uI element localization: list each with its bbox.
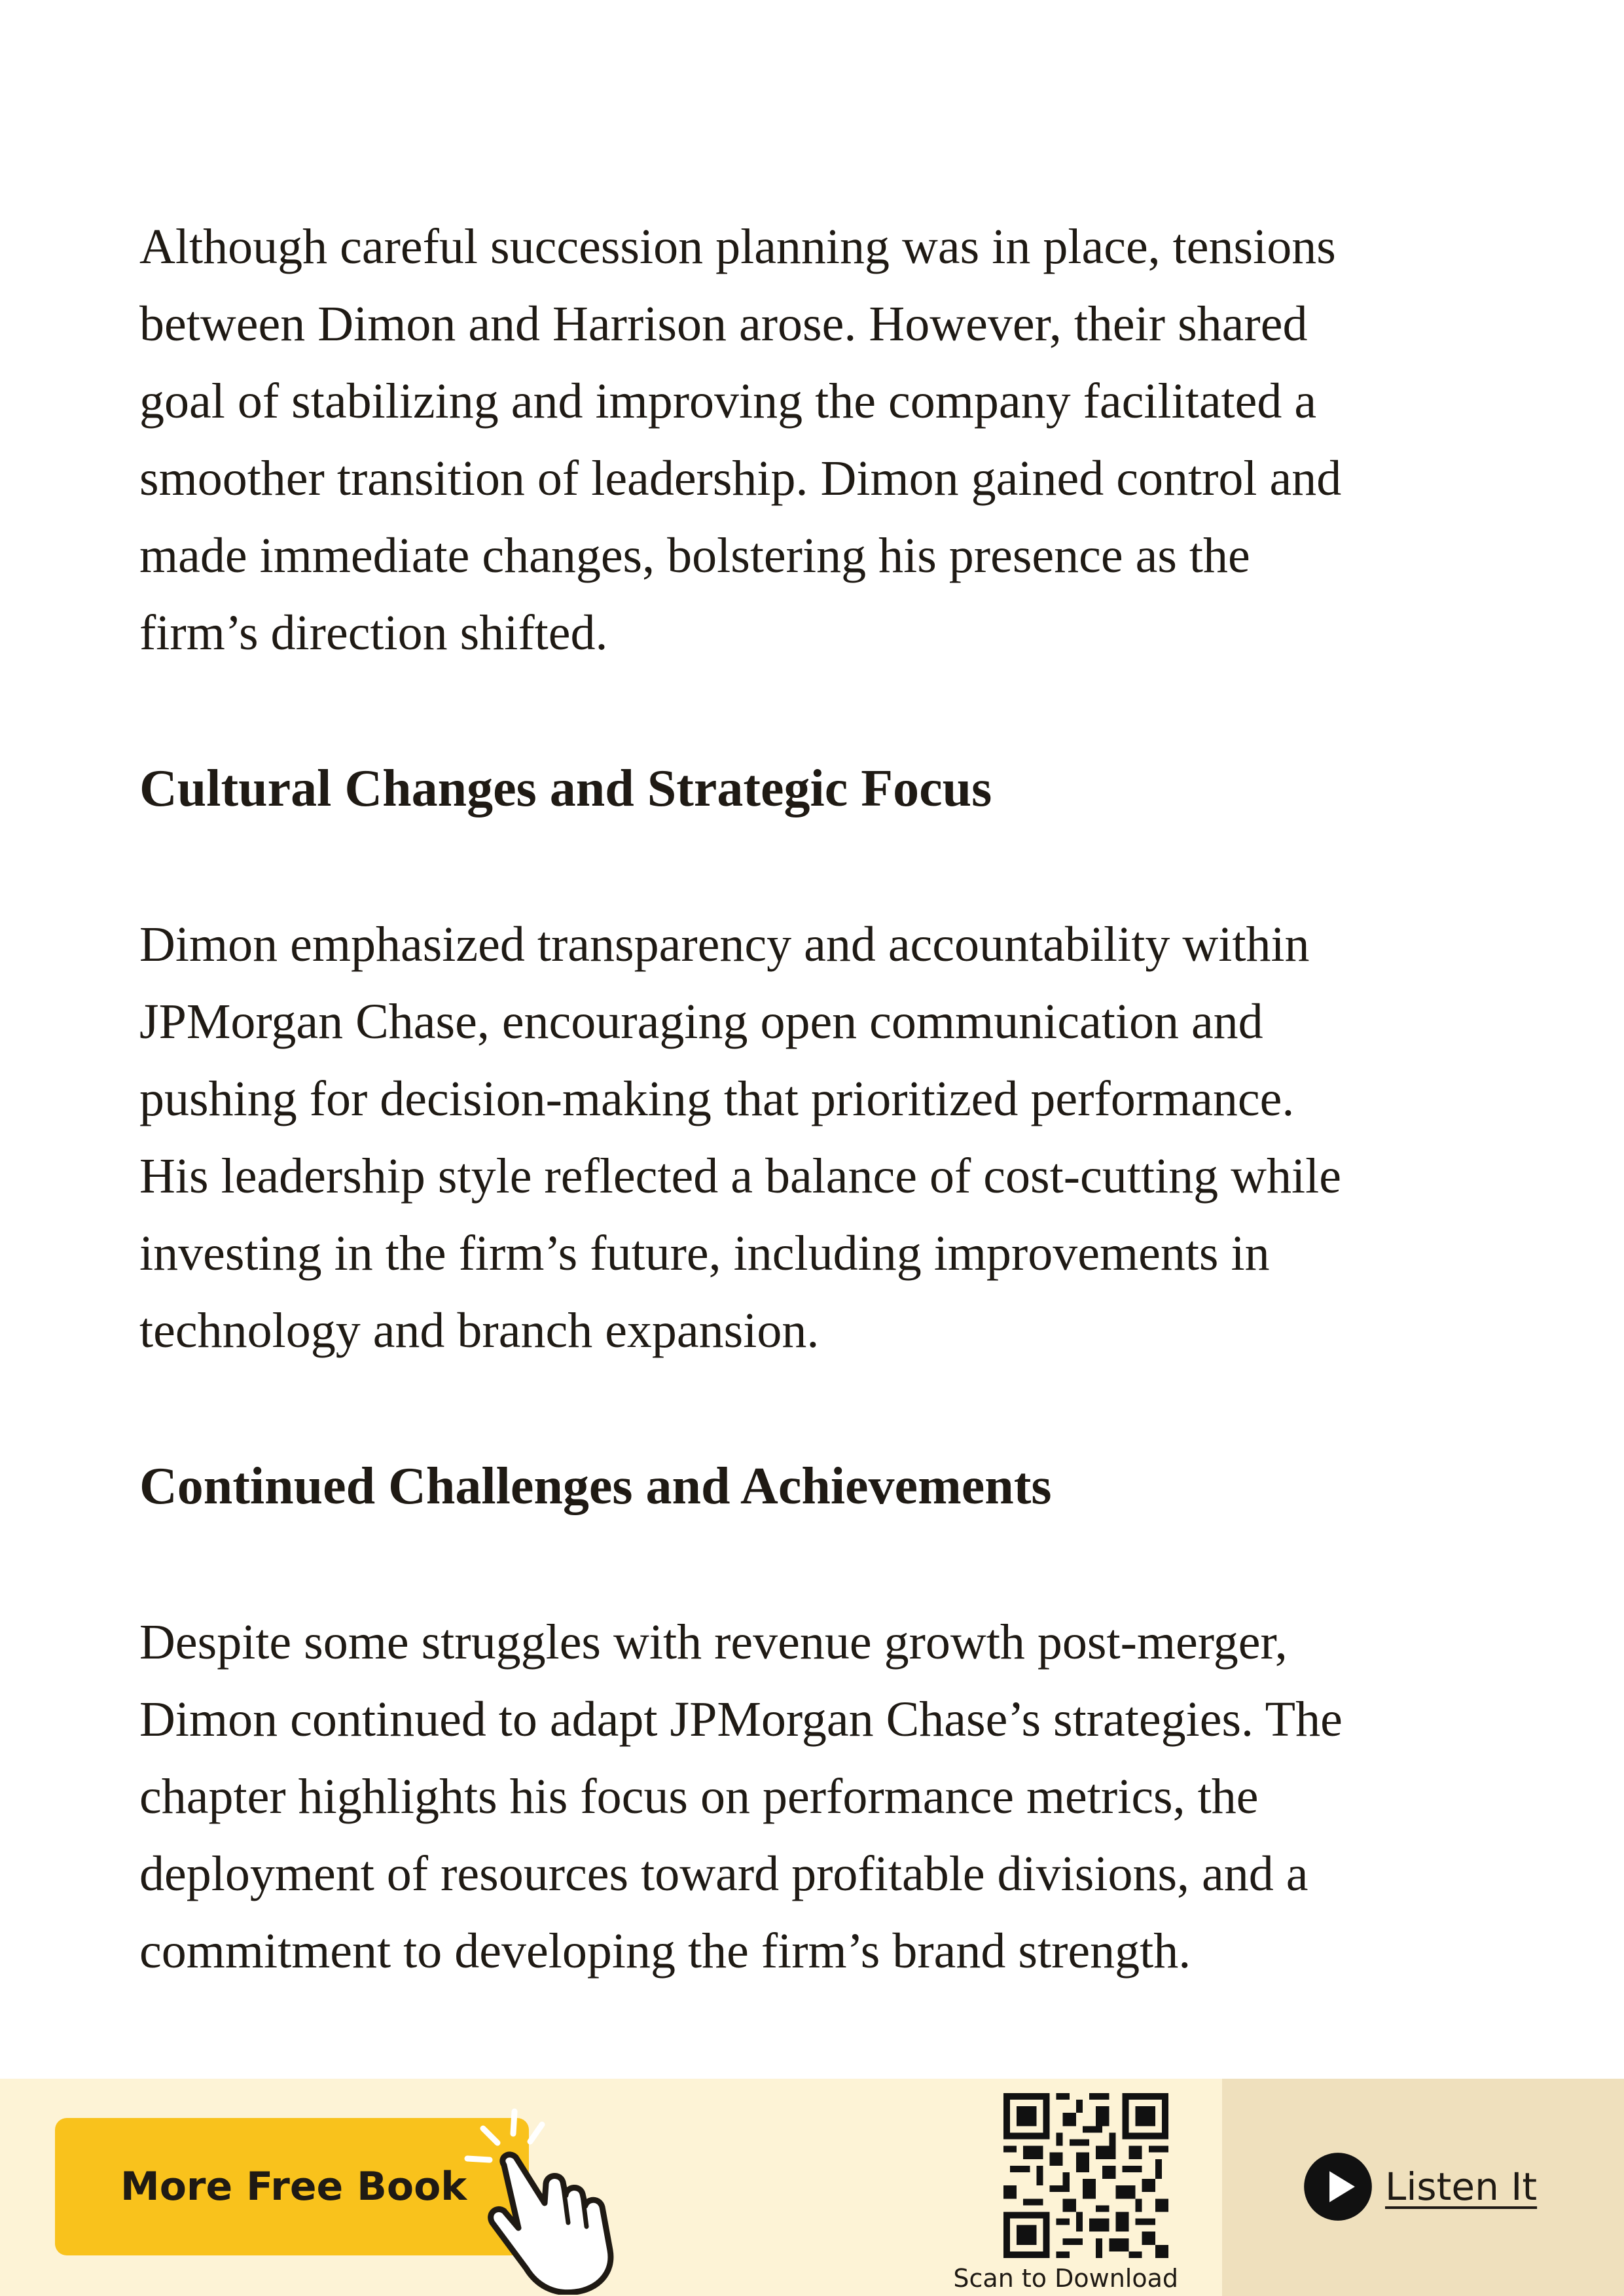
paragraph-revenue: Despite some struggles with revenue growth post-merger, Dimon continued to adapt JPMorgan Chase’s strategies. The chapter highlights his focus on performance metrics, the deployment of resources toward profitable divisions, and a commitment to developing the firm’s brand strength. xyxy=(139,1615,1343,1979)
more-free-book-label: More Free Book xyxy=(120,2164,467,2210)
listen-it-label: Listen It xyxy=(1385,2164,1538,2209)
article-body xyxy=(139,208,1507,1990)
scan-to-download-label: Scan to Download xyxy=(953,2264,1178,2293)
qr-code-icon[interactable] xyxy=(1003,2093,1168,2258)
listen-it-link[interactable] xyxy=(1303,2151,1537,2223)
heading-challenges: Continued Challenges and Achievements xyxy=(139,1458,1052,1515)
pointing-hand-icon xyxy=(458,2105,628,2295)
paragraph-succession: Although careful succession planning was in place, tensions between Dimon and Harrison arose. However, their shared goal of stabilizing and improving the company facilitated a smoother transition of leadership. Dimon gained control and made immediate changes, bolstering his presence as the firm’s direction shifted. xyxy=(139,219,1342,660)
promo-footer-banner xyxy=(0,2079,1624,2296)
heading-cultural-changes: Cultural Changes and Strategic Focus xyxy=(139,760,992,817)
play-icon xyxy=(1303,2151,1373,2222)
paragraph-transparency: Dimon emphasized transparency and accountability within JPMorgan Chase, encouraging open communication and pushing for decision-making that prioritized performance. His leadership style reflected a balance of cost-cutting while investing in the firm’s future, including improvements in technology and branch expansion. xyxy=(139,917,1341,1358)
